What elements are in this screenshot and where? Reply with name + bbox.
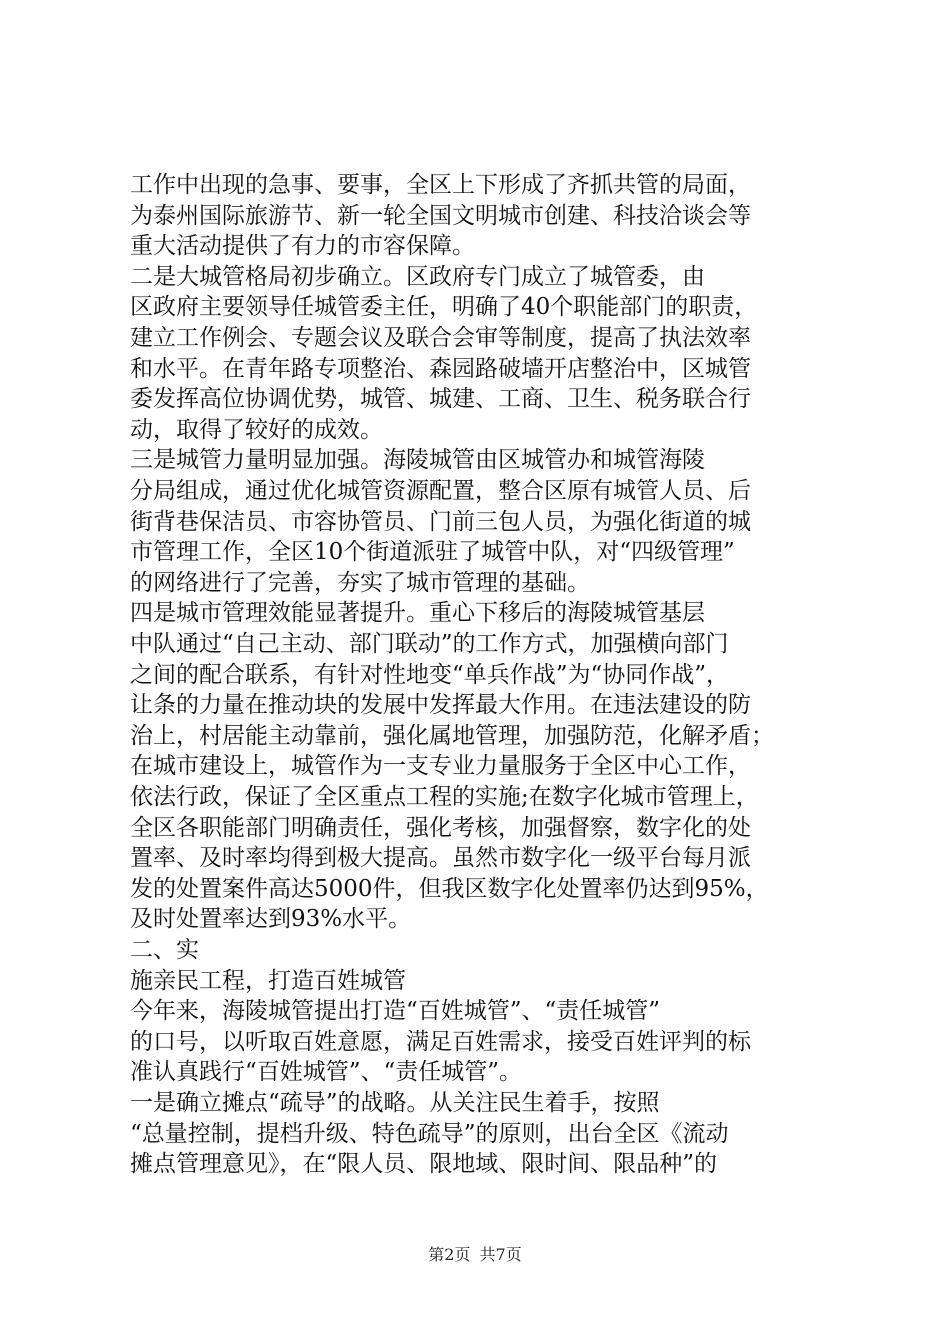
text-line: 置率、及时率均得到极大提高。虽然市数字化一级平台每月派 — [130, 845, 751, 872]
text-line: 及时处置率达到93%水平。 — [130, 906, 412, 933]
text-line: 街背巷保洁员、市容协管员、门前三包人员，为强化街道的城 — [130, 508, 751, 535]
text-line: 动，取得了较好的成效。 — [130, 416, 383, 443]
text-line: 为泰州国际旅游节、新一轮全国文明城市创建、科技洽谈会等 — [130, 202, 751, 229]
text-line: 准认真践行“百姓城管”、“责任城管”。 — [130, 1059, 523, 1086]
page-number: 第2页 — [428, 1245, 471, 1264]
text-line: 委发挥高位协调优势，城管、城建、工商、卫生、税务联合行 — [130, 386, 751, 413]
text-line: 重大活动提供了有力的市容保障。 — [130, 233, 475, 260]
section-heading: 二、实 — [130, 937, 199, 963]
text-line: 依法行政，保证了全区重点工程的实施;在数字化城市管理上， — [130, 784, 759, 810]
text-line: 二是大城管格局初步确立。区政府专门成立了城管委，由 — [130, 263, 705, 290]
text-line: 在城市建设上，城管作为一支专业力量服务于全区中心工作， — [130, 753, 751, 780]
text-line: 全区各职能部门明确责任，强化考核，加强督察，数字化的处 — [130, 814, 751, 841]
text-line: 治上，村居能主动靠前，强化属地管理，加强防范，化解矛盾； — [130, 722, 774, 749]
text-line: 四是城市管理效能显著提升。重心下移后的海陵城管基层 — [130, 600, 705, 627]
text-line: “总量控制，提档升级、特色疏导”的原则，出台全区《流动 — [130, 1120, 729, 1147]
text-line: 三是城管力量明显加强。海陵城管由区城管办和城管海陵 — [130, 447, 705, 474]
text-line: 中队通过“自己主动、部门联动”的工作方式，加强横向部门 — [130, 631, 729, 657]
text-line: 工作中出现的急事、要事，全区上下形成了齐抓共管的局面， — [130, 172, 751, 198]
text-line: 今年来，海陵城管提出打造“百姓城管”、“责任城管” — [130, 998, 661, 1025]
text-line: 的口号，以听取百姓意愿，满足百姓需求，接受百姓评判的标 — [130, 1028, 751, 1055]
text-line: 分局组成，通过优化城管资源配置，整合区原有城管人员、后 — [130, 478, 751, 504]
section-heading: 施亲民工程，打造百姓城管 — [130, 967, 406, 994]
text-line: 之间的配合联系，有针对性地变“单兵作战”为“协同作战”， — [130, 661, 730, 688]
page-total: 共7页 — [479, 1245, 522, 1264]
text-line: 市管理工作，全区10个街道派驻了城管中队，对“四级管理” — [130, 539, 735, 566]
text-line: 和水平。在青年路专项整治、森园路破墙开店整治中，区城管 — [130, 355, 751, 382]
text-line: 的网络进行了完善，夯实了城市管理的基础。 — [130, 569, 590, 596]
text-line: 摊点管理意见》，在“限人员、限地域、限时间、限品种”的 — [130, 1151, 718, 1178]
text-line: 让条的力量在推动块的发展中发挥最大作用。在违法建设的防 — [130, 692, 751, 719]
page-footer — [0, 1242, 950, 1265]
text-line: 建立工作例会、专题会议及联合会审等制度，提高了执法效率 — [130, 325, 751, 351]
text-line: 区政府主要领导任城管委主任，明确了40个职能部门的职责， — [130, 294, 758, 321]
text-line: 发的处置案件高达5000件，但我区数字化处置率仍达到95%， — [130, 875, 769, 902]
text-line: 一是确立摊点“疏导”的战略。从关注民生着手，按照 — [130, 1090, 660, 1116]
